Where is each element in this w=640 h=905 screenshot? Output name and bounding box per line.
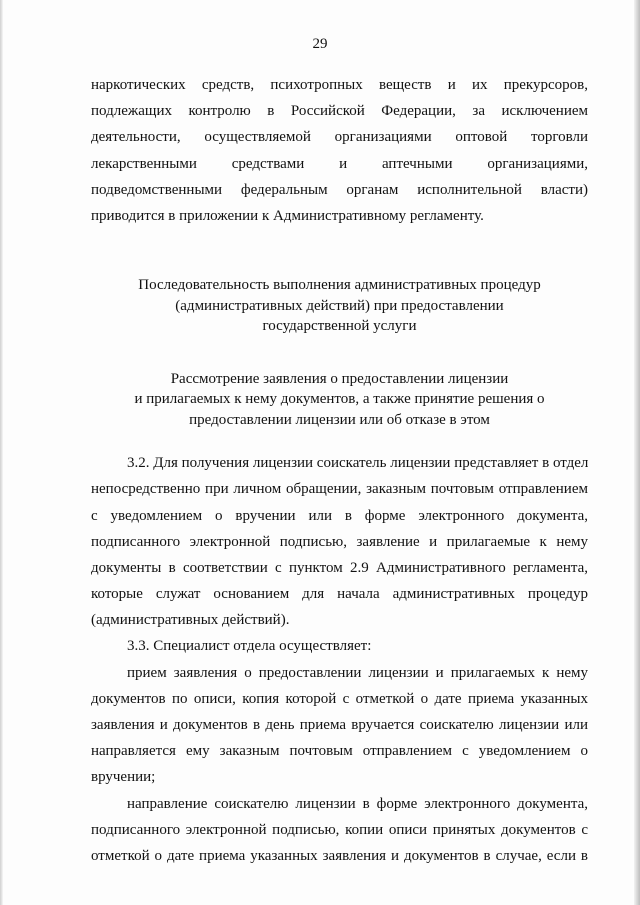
text-line: (административных действий). [91, 612, 290, 629]
heading-line: (административных действий) при предоставлении [175, 297, 504, 314]
text-line: подписанного электронной подписью, копии описи принятых документов с [91, 821, 588, 838]
section-heading [91, 275, 588, 337]
text-line: наркотических средств, психотропных веществ и их прекурсоров, [91, 77, 588, 93]
text-line: документов по описи, копия которой с отметкой о дате приема указанных [91, 690, 588, 707]
text-line: непосредственно при личном обращении, заказным почтовым отправлением [91, 481, 588, 498]
heading-line: Последовательность выполнения административных процедур [138, 277, 541, 294]
text-line: прием заявления о предоставлении лицензии и прилагаемых к нему [127, 664, 588, 681]
text-line: деятельности, осуществляемой организациями оптовой торговли [91, 129, 588, 146]
spacer [91, 430, 588, 450]
spacer [91, 229, 588, 275]
text-line: подписанного электронной подписью, заявление и прилагаемые к нему [91, 533, 588, 550]
heading-line: предоставлении лицензии или об отказе в этом [189, 411, 490, 428]
heading-line: Рассмотрение заявления о предоставлении лицензии [170, 370, 509, 387]
scan-edge-right [634, 0, 640, 905]
text-line: подведомственными федеральным органам исполнительной власти) [91, 181, 588, 198]
page-number: 29 [312, 36, 328, 52]
text-line: заявления и документов в день приема вручается соискателю лицензии или [91, 717, 588, 733]
intro-paragraph [91, 72, 588, 229]
subsection-heading [91, 369, 588, 431]
text-line: направляется ему заказным почтовым отправлением с уведомлением о [91, 743, 588, 760]
text-line: с уведомлением о вручении или в форме электронного документа, [91, 507, 588, 524]
text-line: вручении; [91, 769, 156, 786]
text-line: 3.3. Специалист отдела осуществляет: [127, 638, 372, 655]
text-line: которые служат основанием для начала административных процедур [91, 586, 588, 603]
list-item [91, 791, 588, 870]
paragraph-3-2 [91, 450, 588, 633]
text-line: документы в соответствии с пунктом 2.9 Административного регламента, [91, 559, 588, 576]
document-body [91, 72, 588, 869]
text-line: приводится в приложении к Административному регламенту. [91, 207, 484, 224]
heading-line: государственной услуги [262, 318, 417, 335]
text-line: 3.2. Для получения лицензии соискатель лицензии представляет в отдел [127, 455, 588, 472]
spacer [91, 337, 588, 369]
text-line: подлежащих контролю в Российской Федерации, за исключением [91, 103, 588, 120]
list-item [91, 660, 588, 791]
text-line: лекарственными средствами и аптечными организациями, [91, 155, 588, 172]
paragraph-3-3 [91, 633, 588, 659]
text-line: направление соискателю лицензии в форме электронного документа, [127, 795, 588, 812]
heading-line: и прилагаемых к нему документов, а также принятие решения о [134, 391, 545, 408]
scan-edge-left [0, 0, 3, 905]
text-line: отметкой о дате приема указанных заявления и документов в случае, если в [91, 847, 588, 864]
